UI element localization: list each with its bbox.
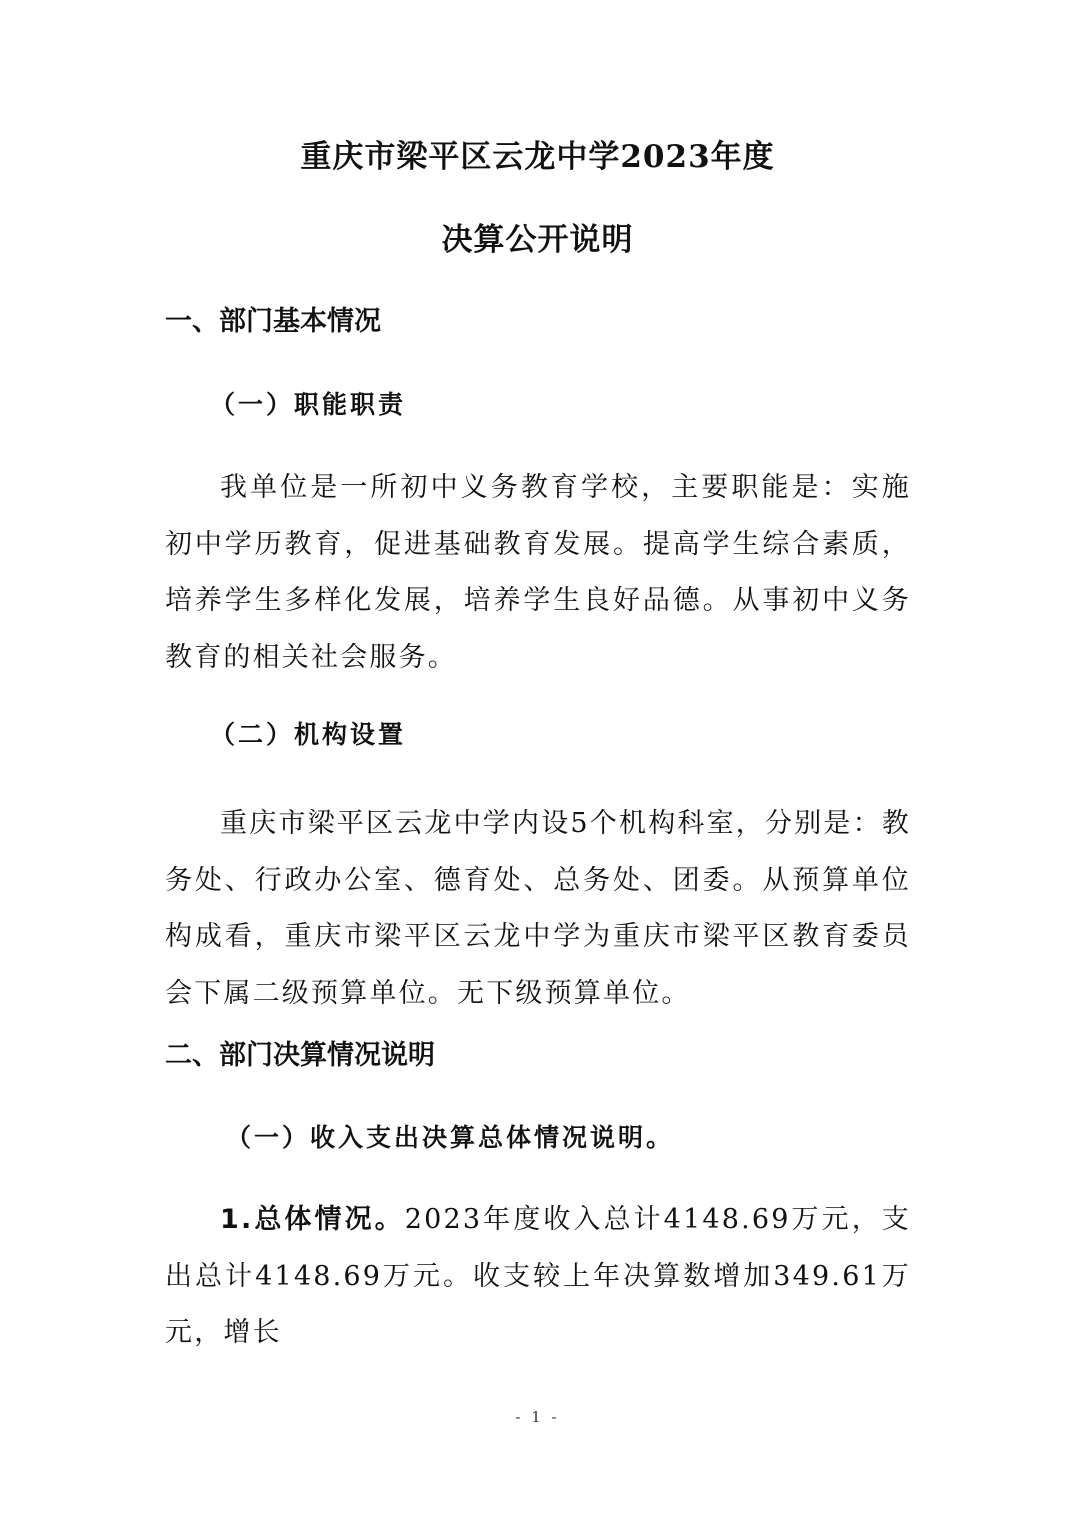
section1-sub2-heading: （二）机构设置 — [210, 720, 407, 749]
section2-sub1-heading: （一）收入支出决算总体情况说明。 — [226, 1123, 675, 1152]
section1-sub1-heading: （一）职能职责 — [210, 390, 407, 419]
section1-heading: 一、部门基本情况 — [165, 306, 381, 337]
document-title-line1: 重庆市梁平区云龙中学2023年度 — [300, 139, 775, 175]
page-number: - 1 - — [515, 1408, 560, 1426]
section1-sub1-paragraph: 我单位是一所初中义务教育学校，主要职能是：实施初中学历教育，促进基础教育发展。提高学生综合素质，培养学生多样化发展，培养学生良好品德。从事初中义务教育的相关社会服务。 — [165, 472, 911, 673]
section2-item1-lead: 1.总体情况。 — [220, 1204, 405, 1235]
section2-item1-text: 2023年度收入总计4148.69万元，支出总计4148.69万元。收支较上年决算数增加349.61万元，增长 — [165, 1204, 911, 1348]
section2-item1-paragraph — [165, 1192, 911, 1362]
section1-sub2-paragraph: 重庆市梁平区云龙中学内设5个机构科室，分别是：教务处、行政办公室、德育处、总务处、团委。从预算单位构成看，重庆市梁平区云龙中学为重庆市梁平区教育委员会下属二级预算单位。无下级预算单位。 — [165, 808, 911, 1009]
section2-heading: 二、部门决算情况说明 — [165, 1040, 435, 1071]
document-title-line2: 决算公开说明 — [441, 222, 634, 258]
